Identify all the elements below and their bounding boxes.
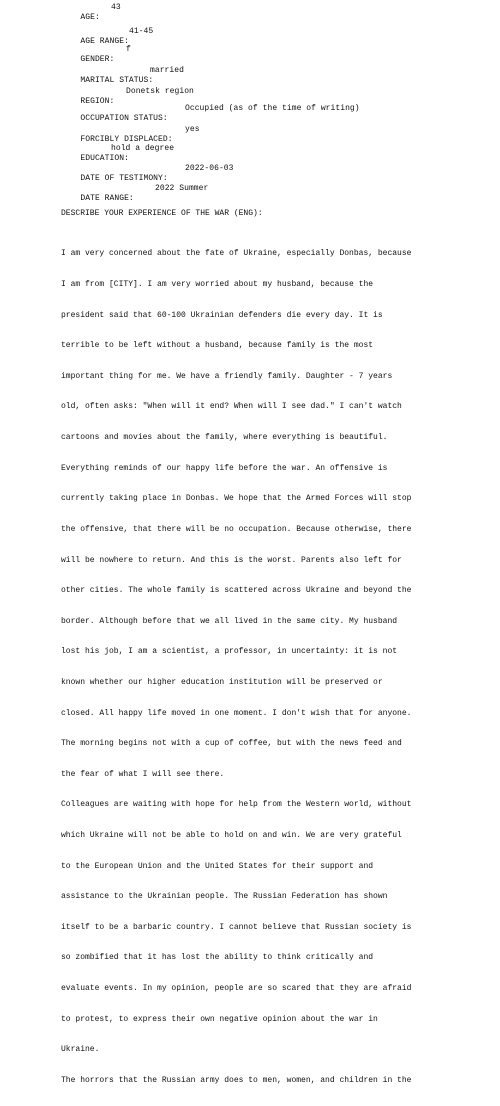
narrative-line: lost his job, I am a scientist, a professor, in uncertainty: it is not xyxy=(61,647,398,657)
field-label: AGE: xyxy=(80,13,100,22)
narrative-line: the fear of what I will see there. xyxy=(61,769,225,779)
narrative-line: to protest, to express their own negative opinion about the war in xyxy=(61,1014,378,1024)
field-value: 2022 Summer xyxy=(155,184,209,193)
field-label: OCCUPATION STATUS: xyxy=(80,114,168,123)
narrative-line: president said that 60-100 Ukrainian defenders die every day. It is xyxy=(61,310,383,320)
narrative-line: the offensive, that there will be no occupation. Because otherwise, there xyxy=(61,524,412,534)
narrative-line: The morning begins not with a cup of coffee, but with the news feed and xyxy=(61,739,402,749)
field-value: hold a degree xyxy=(111,144,175,153)
narrative-line: Ukraine. xyxy=(61,1045,100,1055)
narrative-line: to the European Union and the United States for their support and xyxy=(61,861,374,871)
field-label: GENDER: xyxy=(80,55,115,64)
narrative-line: currently taking place in Donbas. We hope that the Armed Forces will stop xyxy=(61,494,412,504)
narrative-line: will be nowhere to return. And this is the worst. Parents also left for xyxy=(61,555,402,565)
narrative-line: terrible to be left without a husband, because family is the most xyxy=(61,341,374,351)
field-label: MARITAL STATUS: xyxy=(80,76,154,85)
field-label: EDUCATION: xyxy=(80,154,129,163)
narrative-line: evaluate events. In my opinion, people are so scared that they are afraid xyxy=(61,984,412,994)
narrative-line: itself to be a barbaric country. I cannot believe that Russian society is xyxy=(61,922,412,932)
narrative-line: Everything reminds of our happy life before the war. An offensive is xyxy=(61,463,388,473)
field-value: Donetsk region xyxy=(126,87,194,96)
narrative-line: cartoons and movies about the family, where everything is beautiful. xyxy=(61,433,388,443)
field-value: yes xyxy=(185,125,200,134)
narrative-line: closed. All happy life moved in one moment. I don't wish that for anyone. xyxy=(61,708,412,718)
narrative-line: I am very concerned about the fate of Ukraine, especially Donbas, because xyxy=(61,249,412,259)
field-label: REGION: xyxy=(80,97,115,106)
narrative-line: which Ukraine will not be able to hold on and win. We are very grateful xyxy=(61,830,402,840)
field-label: DATE OF TESTIMONY: xyxy=(80,174,168,183)
narrative-line: important thing for me. We have a friendly family. Daughter - 7 years xyxy=(61,371,393,381)
field-value: 2022-06-03 xyxy=(185,164,234,173)
field-value: 43 xyxy=(111,3,121,12)
field-value: 41-45 xyxy=(129,27,154,36)
field-label: DATE RANGE: xyxy=(80,194,134,203)
narrative-line: other cities. The whole family is scattered across Ukraine and beyond the xyxy=(61,586,412,596)
field-value: married xyxy=(150,66,184,75)
narrative-line: border. Although before that we all lived in the same city. My husband xyxy=(61,616,398,626)
narrative-line: old, often asks: "When will it end? When will I see dad." I can't watch xyxy=(61,402,402,412)
narrative-line: I am from [CITY]. I am very worried about my husband, because the xyxy=(61,280,374,290)
section-heading: DESCRIBE YOUR EXPERIENCE OF THE WAR (ENG): xyxy=(61,209,263,218)
field-value: Occupied (as of the time of writing) xyxy=(185,104,360,113)
narrative-line: known whether our higher education institution will be preserved or xyxy=(61,677,383,687)
narrative-line: assistance to the Ukrainian people. The Russian Federation has shown xyxy=(61,892,388,902)
narrative-line: so zombified that it has lost the ability to think critically and xyxy=(61,953,374,963)
field-value: f xyxy=(126,45,131,54)
narrative-line: Colleagues are waiting with hope for help from the Western world, without xyxy=(61,800,412,810)
testimony-narrative xyxy=(61,229,451,1106)
narrative-line: The horrors that the Russian army does to men, women, and children in the xyxy=(61,1075,412,1085)
field-label: FORCIBLY DISPLACED: xyxy=(80,135,173,144)
field-label: AGE RANGE: xyxy=(80,37,129,46)
